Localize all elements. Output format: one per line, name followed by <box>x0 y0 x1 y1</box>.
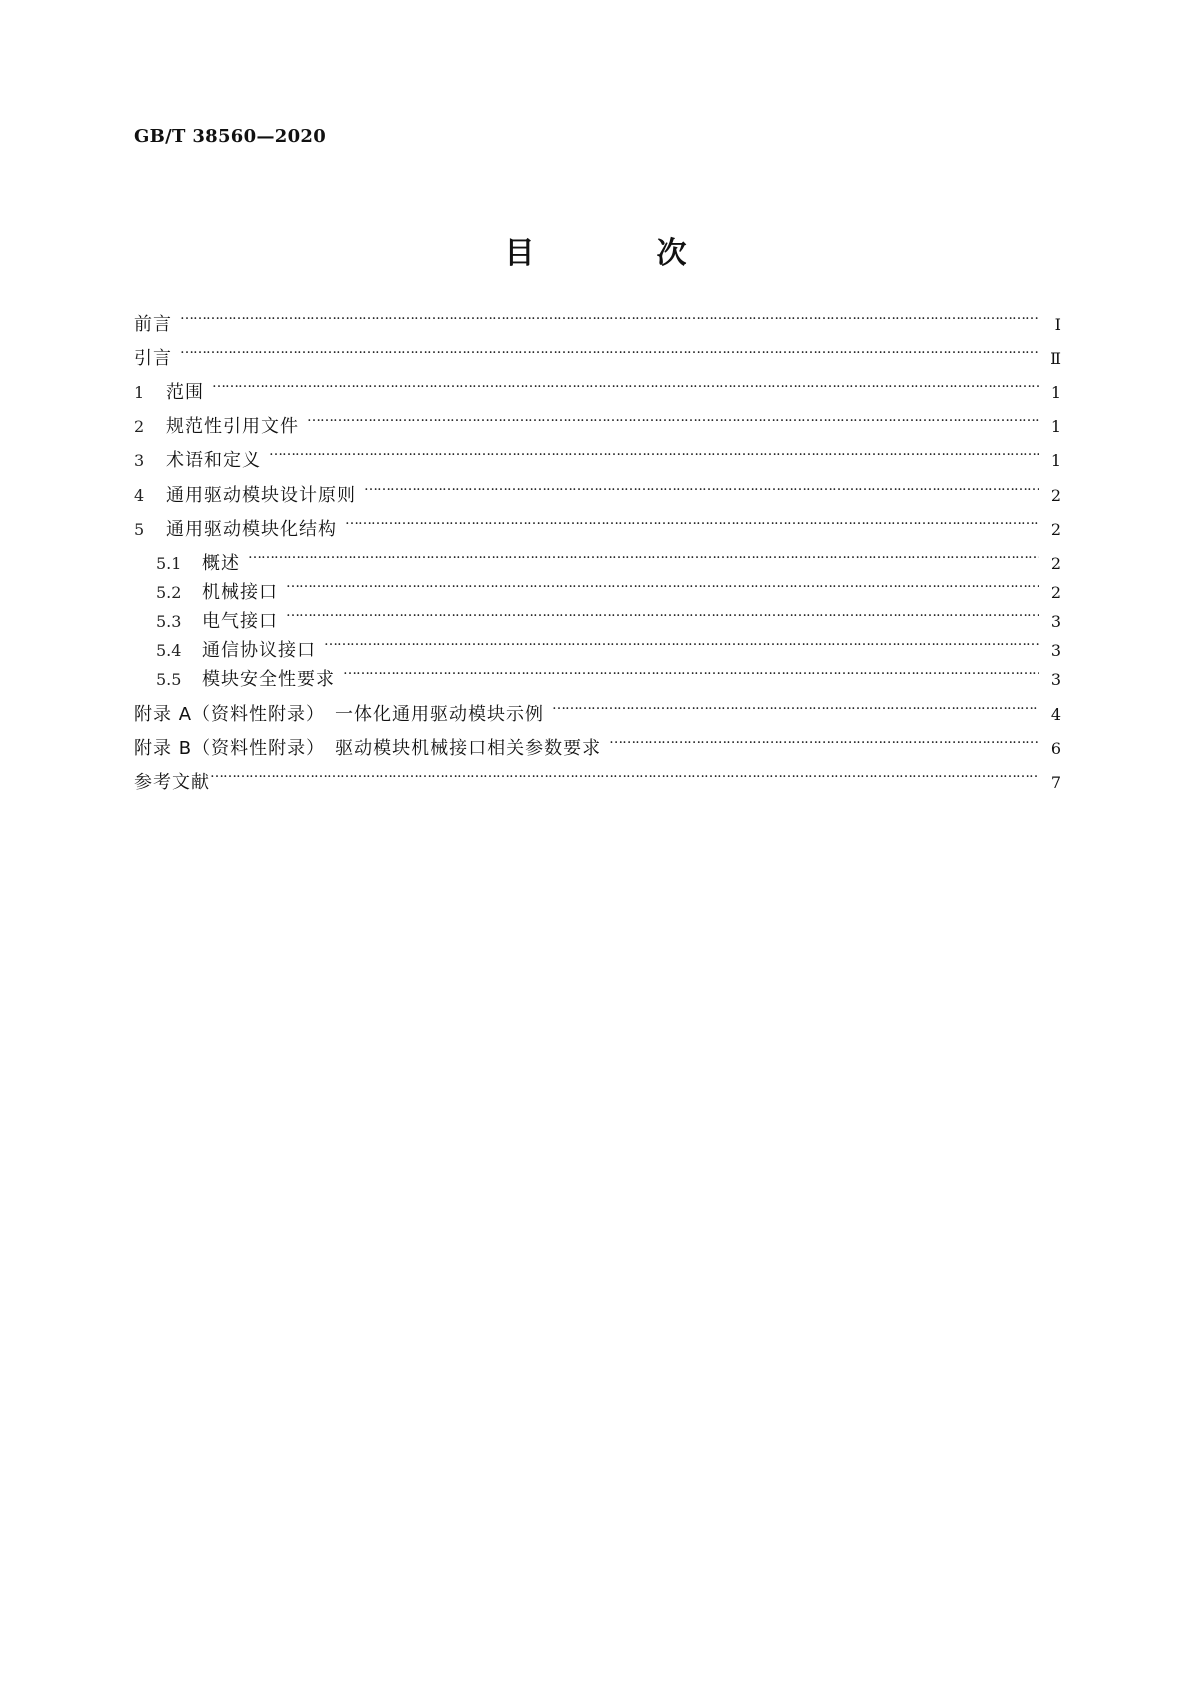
toc-entry-number: 5.4 <box>156 641 182 660</box>
toc-entry-page: Ⅱ <box>1050 349 1061 368</box>
toc-entry-label: 通信协议接口 <box>202 640 316 661</box>
toc-entry-5[interactable] <box>134 509 1061 540</box>
toc-entry-number: 2 <box>134 417 145 436</box>
toc-entry-label: 模块安全性要求 <box>202 669 335 690</box>
toc-entry-1[interactable] <box>134 372 1061 403</box>
toc-entry-page: 1 <box>1050 383 1061 402</box>
toc-entry-appendix-a[interactable] <box>134 694 1061 725</box>
toc-entry-page: 2 <box>1050 554 1061 573</box>
toc-entry-label: 附录 B（资料性附录） 驱动模块机械接口相关参数要求 <box>134 738 602 759</box>
toc-entry-5-3[interactable] <box>134 601 1061 632</box>
dot-leader <box>324 630 1039 656</box>
dot-leader <box>552 694 1039 720</box>
toc-entry-label: 术语和定义 <box>166 450 261 471</box>
toc-entry-label: 概述 <box>202 553 240 574</box>
dot-leader <box>286 601 1039 627</box>
toc-entry-page: Ⅰ <box>1054 315 1061 334</box>
toc-entry-2[interactable] <box>134 406 1061 437</box>
dot-leader <box>180 338 1039 364</box>
toc-entry-page: 3 <box>1050 641 1061 660</box>
toc-entry-label: 引言 <box>134 348 172 369</box>
standard-number: GB/T 38560—2020 <box>134 126 327 147</box>
toc-entry-number: 4 <box>134 486 145 505</box>
dot-leader <box>269 440 1039 466</box>
toc-entry-bibliography[interactable] <box>134 762 1061 793</box>
toc-entry-3[interactable] <box>134 440 1061 471</box>
dot-leader <box>210 762 1039 788</box>
toc-entry-5-5[interactable] <box>134 659 1061 690</box>
toc-entry-label: 范围 <box>166 382 204 403</box>
toc-entry-label: 规范性引用文件 <box>166 416 299 437</box>
toc-entry-number: 5.5 <box>156 670 182 689</box>
toc-entry-label: 通用驱动模块化结构 <box>166 519 337 540</box>
toc-entry-label: 附录 A（资料性附录） 一体化通用驱动模块示例 <box>134 704 545 725</box>
page-title: 目 次 <box>504 236 733 271</box>
toc-entry-5-4[interactable] <box>134 630 1061 661</box>
toc-entry-page: 1 <box>1050 417 1061 436</box>
toc-entry-page: 7 <box>1050 773 1061 792</box>
toc-entry-page: 2 <box>1050 486 1061 505</box>
toc-entry-page: 2 <box>1050 520 1061 539</box>
toc-entry-number: 5.3 <box>156 612 182 631</box>
toc-entry-page: 2 <box>1050 583 1061 602</box>
toc-entry-number: 3 <box>134 451 145 470</box>
dot-leader <box>248 543 1039 569</box>
toc-entry-label: 电气接口 <box>202 611 278 632</box>
toc-entry-foreword[interactable] <box>134 304 1061 335</box>
dot-leader <box>180 304 1039 330</box>
toc-entry-label: 通用驱动模块设计原则 <box>166 485 356 506</box>
toc-entry-introduction[interactable] <box>134 338 1061 369</box>
dot-leader <box>364 475 1039 501</box>
dot-leader <box>307 406 1039 432</box>
toc-entry-page: 1 <box>1050 451 1061 470</box>
dot-leader <box>609 728 1039 754</box>
toc-entry-page: 6 <box>1050 739 1061 758</box>
toc-entry-page: 4 <box>1050 705 1061 724</box>
toc-entry-label: 前言 <box>134 314 172 335</box>
toc-entry-4[interactable] <box>134 475 1061 506</box>
toc-entry-page: 3 <box>1050 612 1061 631</box>
toc-entry-number: 5 <box>134 520 145 539</box>
toc-entry-number: 5.1 <box>156 554 182 573</box>
toc-entry-number: 5.2 <box>156 583 182 602</box>
toc-entry-number: 1 <box>134 383 145 402</box>
toc-entry-label: 参考文献 <box>134 772 210 793</box>
dot-leader <box>286 572 1039 598</box>
dot-leader <box>345 509 1039 535</box>
toc-entry-label: 机械接口 <box>202 582 278 603</box>
toc-entry-5-1[interactable] <box>134 543 1061 574</box>
dot-leader <box>212 372 1039 398</box>
dot-leader <box>343 659 1039 685</box>
toc-entry-5-2[interactable] <box>134 572 1061 603</box>
toc-entry-appendix-b[interactable] <box>134 728 1061 759</box>
toc-entry-page: 3 <box>1050 670 1061 689</box>
